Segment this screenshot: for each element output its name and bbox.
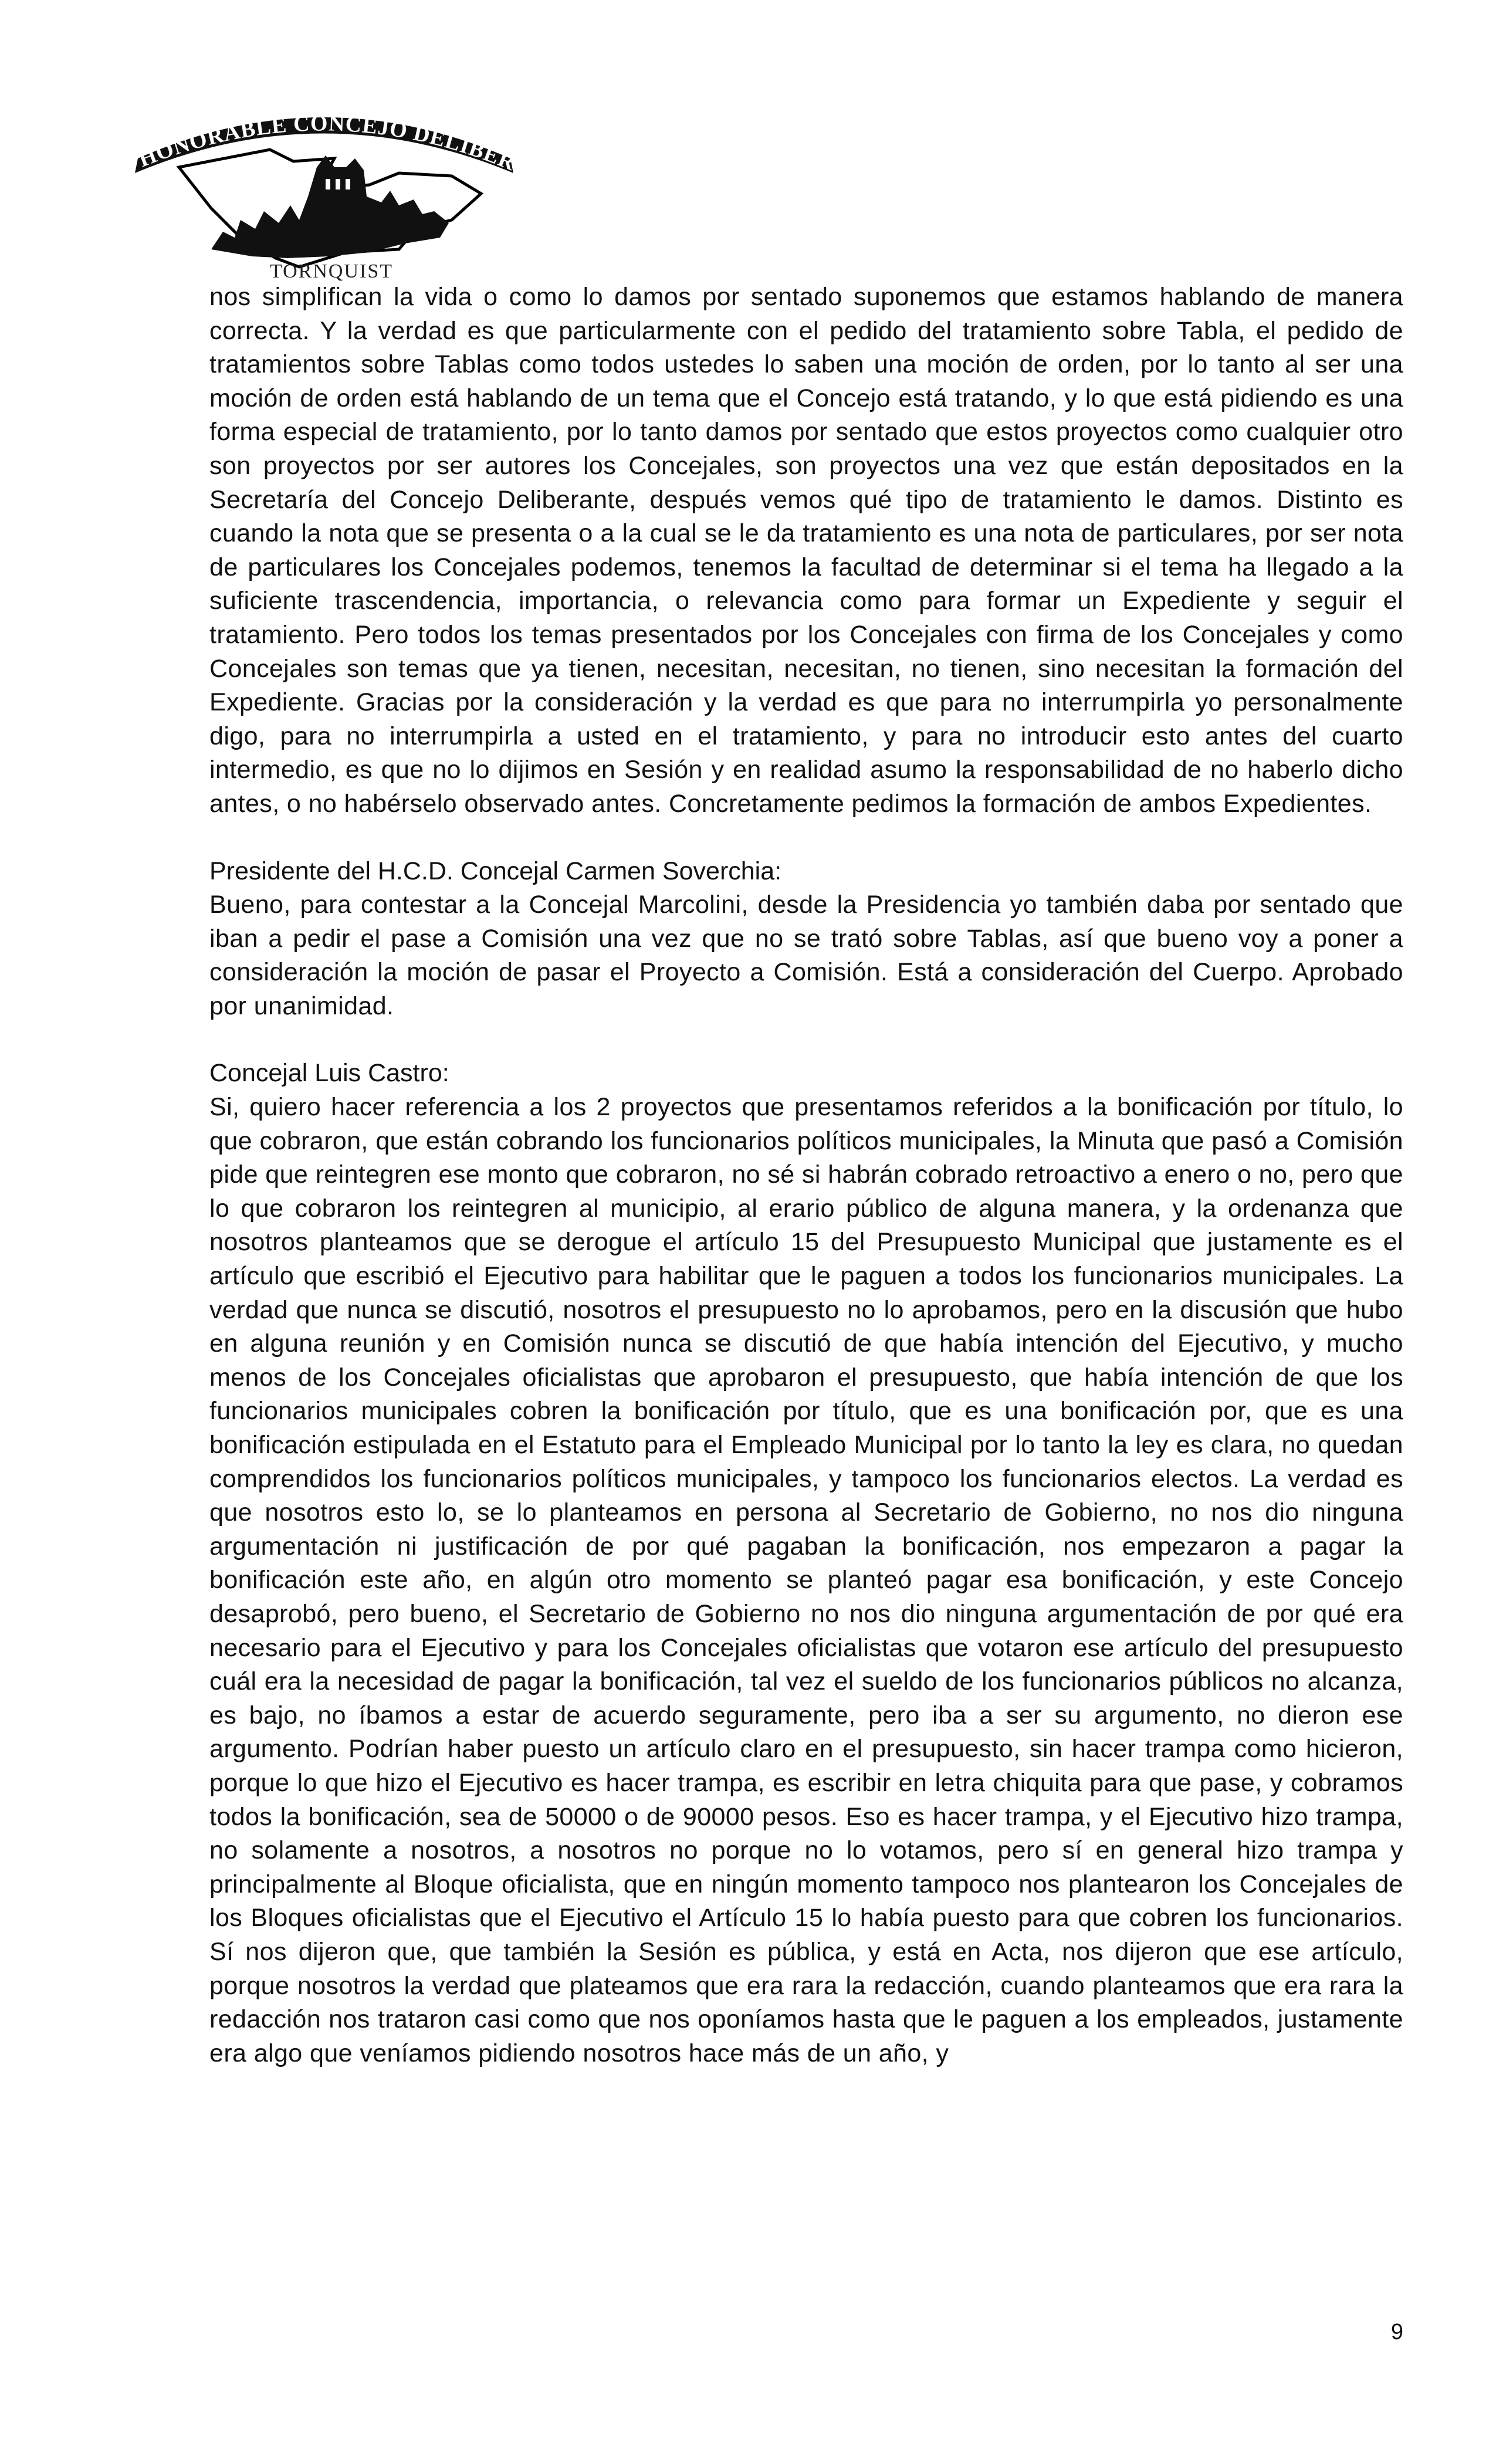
speaker-president: Presidente del H.C.D. Concejal Carmen Soverchia:	[209, 857, 782, 885]
logo-place-text: TORNQUIST	[269, 260, 394, 282]
paragraph-2: Bueno, para contestar a la Concejal Marcolini, desde la Presidencia yo también daba por sentado que iban a pedir el pase a Comisión una vez que no se trató sobre Tablas, así que bueno voy a poner a consideración la moción de pasar el Proyecto a Comisión. Está a consideración del Cuerpo. Aprobado por unanimidad.	[209, 891, 1403, 1020]
logo-title-text: HONORABLE CONCEJO DELIBER	[135, 111, 520, 176]
page-number: 9	[1390, 2320, 1403, 2344]
paragraph-3: Si, quiero hacer referencia a los 2 proyectos que presentamos referidos a la bonificación por título, lo que cobraron, que están cobrando los funcionarios políticos municipales, la Minuta que pasó a Comisión pide que reintegren ese monto que cobraron, no sé si habrán cobrado retroactivo a enero o no, pero que lo que cobraron los reintegren al municipio, al erario público de alguna manera, y la ordenanza que nosotros planteamos que se derogue el artículo 15 del Presupuesto Municipal que justamente es el artículo que escribió el Ejecutivo para habilitar que le paguen a todos los funcionarios municipales. La verdad que nunca se discutió, nosotros el presupuesto no lo aprobamos, pero en la discusión que hubo en alguna reunión y en Comisión nunca se discutió de que había intención del Ejecutivo, y mucho menos de los Concejales oficialistas que aprobaron el presupuesto, que había intención de que los funcionarios municipales cobren la bonificación por título, que es una bonificación por, que es una bonificación estipulada en el Estatuto para el Empleado Municipal por lo tanto la ley es clara, no quedan comprendidos los funcionarios políticos municipales, y tampoco los funcionarios electos. La verdad es que nosotros esto lo, se lo planteamos en persona al Secretario de Gobierno, no nos dio ninguna argumentación ni justificación de por qué pagaban la bonificación, nos empezaron a pagar la bonificación este año, en algún otro momento se planteó pagar esa bonificación, y este Concejo desaprobó, pero bueno, el Secretario de Gobierno no nos dio ninguna argumentación de por qué era necesario para el Ejecutivo y para los Concejales oficialistas que votaron ese artículo del presupuesto cuál era la necesidad de pagar la bonificación, tal vez el sueldo de los funcionarios públicos no alcanza, es bajo, no íbamos a estar de acuerdo seguramente, pero iba a ser su argumento, no dieron ese argumento. Podrían haber puesto un artículo claro en el presupuesto, sin hacer trampa como hicieron, porque lo que hizo el Ejecutivo es hacer trampa, es escribir en letra chiquita para que pase, y cobramos todos la bonificación, sea de 50000 o de 90000 pesos. Eso es hacer trampa, y el Ejecutivo hizo trampa, no solamente a nosotros, a nosotros no porque no lo votamos, pero sí en general hizo trampa y principalmente al Bloque oficialista, que en ningún momento tampoco nos plantearon los Concejales de los Bloques oficialistas que el Ejecutivo el Artículo 15 lo había puesto para que cobren los funcionarios. Sí nos dijeron que, que también la Sesión es pública, y está en Acta, nos dijeron que ese artículo, porque nosotros la verdad que plateamos que era rara la redacción, cuando planteamos que era rara la redacción nos trataron casi como que nos oponíamos hasta que le paguen a los empleados, justamente era algo que veníamos pidiendo nosotros hace más de un año, y	[209, 1093, 1403, 2067]
document-body	[209, 280, 1403, 2070]
paragraph-1: nos simplifican la vida o como lo damos por sentado suponemos que estamos hablando de manera correcta. Y la verdad es que particularmente con el pedido del tratamiento sobre Tabla, el pedido de tratamientos sobre Tablas como todos ustedes lo saben una moción de orden, por lo tanto al ser una moción de orden está hablando de un tema que el Concejo está tratando, y lo que está pidiendo es una forma especial de tratamiento, por lo tanto damos por sentado que estos proyectos como cualquier otro son proyectos por ser autores los Concejales, son proyectos una vez que están depositados en la Secretaría del Concejo Deliberante, después vemos qué tipo de tratamiento le damos. Distinto es cuando la nota que se presenta o a la cual se le da tratamiento es una nota de particulares, por ser nota de particulares los Concejales podemos, tenemos la facultad de determinar si el tema ha llegado a la suficiente trascendencia, importancia, o relevancia como para formar un Expediente y seguir el tratamiento. Pero todos los temas presentados por los Concejales con firma de los Concejales y como Concejales son temas que ya tienen, necesitan, necesitan, no tienen, sino necesitan la formación del Expediente. Gracias por la consideración y la verdad es que para no interrumpirla yo personalmente digo, para no interrumpirla a usted en el tratamiento, y para no introducir esto antes del cuarto intermedio, es que no lo dijimos en Sesión y en realidad asumo la responsabilidad de no haberlo dicho antes, o no habérselo observado antes. Concretamente pedimos la formación de ambos Expedientes.	[209, 283, 1403, 818]
speaker-castro: Concejal Luis Castro:	[209, 1059, 449, 1088]
concejo-logo-graphic	[123, 103, 528, 282]
concejo-logo	[123, 103, 528, 282]
